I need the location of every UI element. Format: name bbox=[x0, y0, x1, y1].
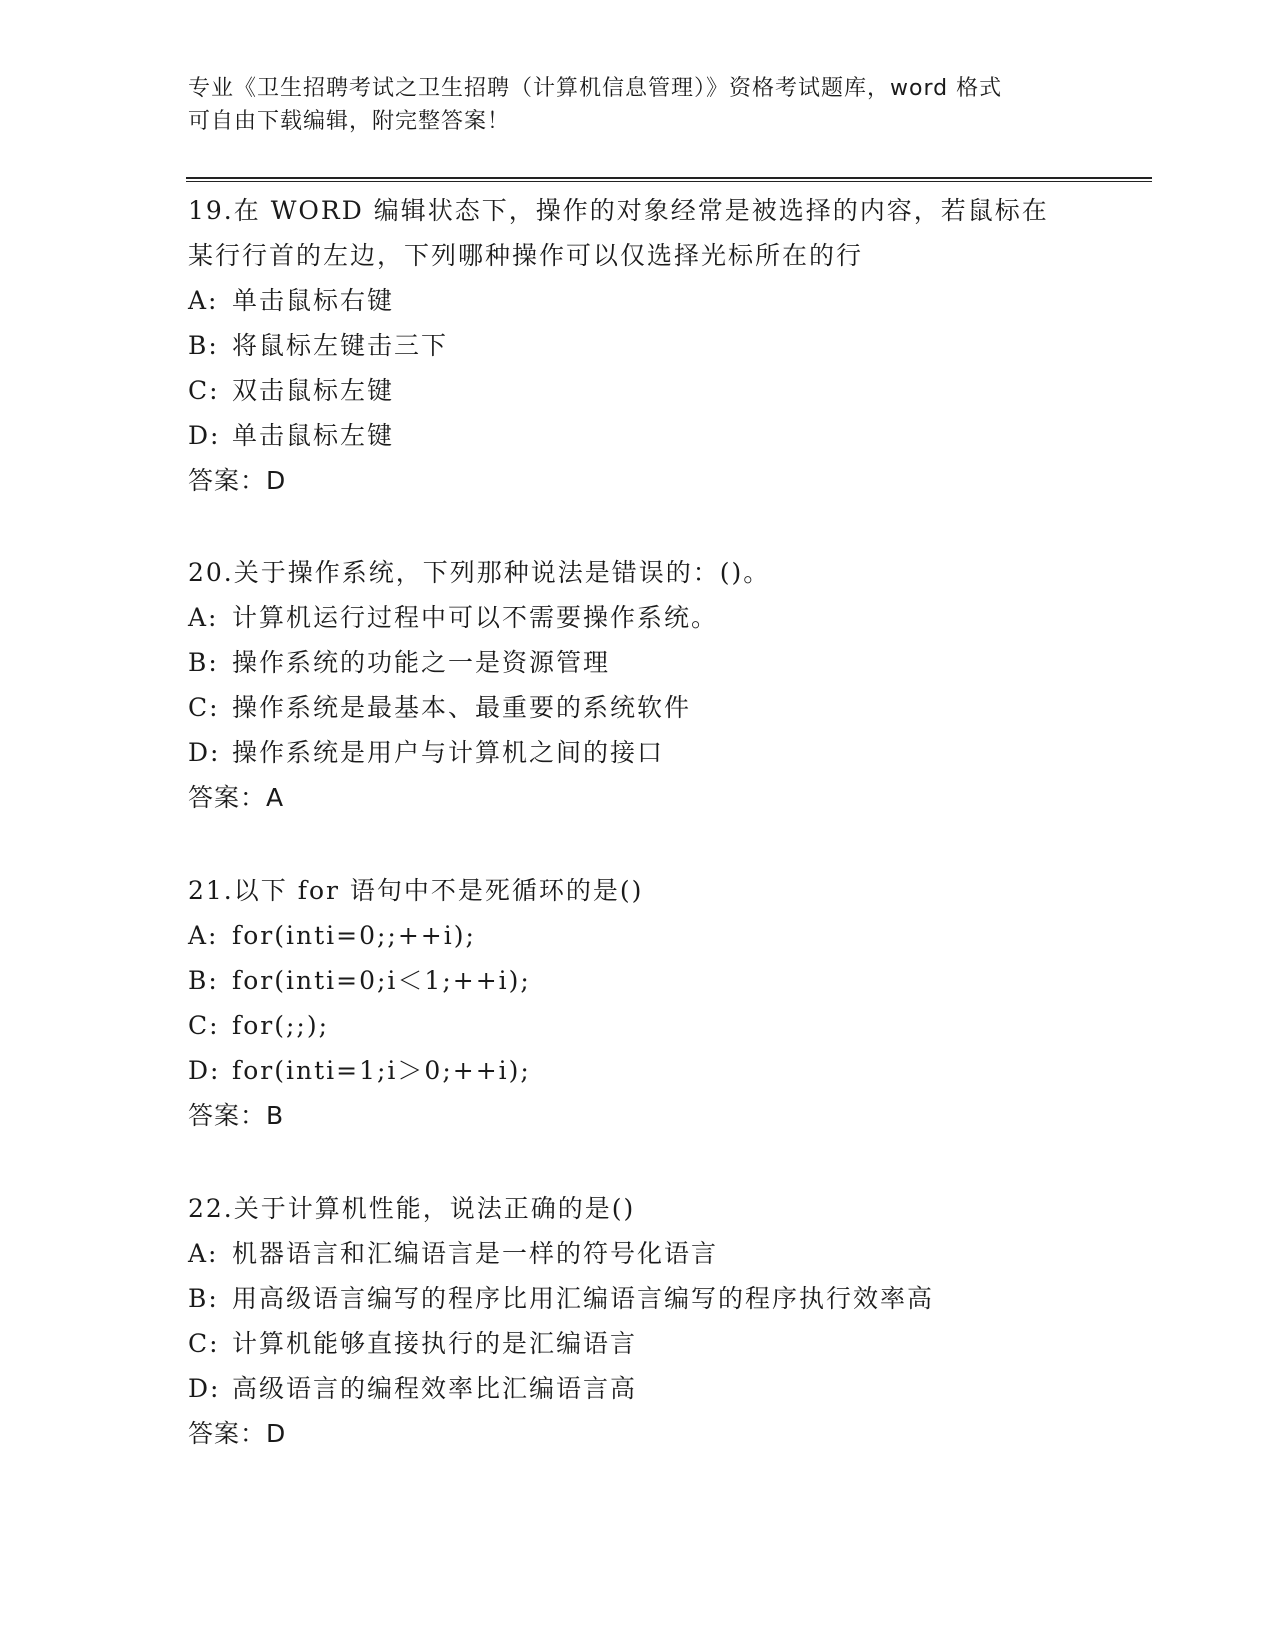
option-b bbox=[188, 640, 1088, 685]
option-text: 操作系统是用户与计算机之间的接口 bbox=[232, 738, 665, 767]
option-a bbox=[188, 278, 1088, 323]
question-stem: 21.以下 for 语句中不是死循环的是() bbox=[188, 876, 644, 905]
header-line-1: 专业《卫生招聘考试之卫生招聘（计算机信息管理）》资格考试题库，word 格式 bbox=[188, 76, 1003, 101]
question-stem: 20.关于操作系统，下列那种说法是错误的：()。 bbox=[188, 558, 771, 587]
option-c bbox=[188, 368, 1088, 413]
option-c bbox=[188, 1003, 1088, 1048]
option-d bbox=[188, 1366, 1088, 1411]
option-c bbox=[188, 1321, 1088, 1366]
question-22 bbox=[188, 1186, 1088, 1456]
option-key: A: bbox=[188, 603, 219, 632]
option-key: D: bbox=[188, 421, 221, 450]
option-text: for(inti=0;;++i); bbox=[232, 921, 476, 950]
option-d bbox=[188, 1048, 1088, 1093]
option-text: 计算机运行过程中可以不需要操作系统。 bbox=[232, 603, 719, 632]
option-key: D: bbox=[188, 1374, 221, 1403]
answer-label: 答案：A bbox=[188, 783, 285, 812]
option-text: 用高级语言编写的程序比用汇编语言编写的程序执行效率高 bbox=[232, 1284, 935, 1313]
option-a bbox=[188, 913, 1088, 958]
option-key: D: bbox=[188, 1056, 221, 1085]
option-key: A: bbox=[188, 286, 219, 315]
option-key: C: bbox=[188, 1011, 220, 1040]
option-b bbox=[188, 958, 1088, 1003]
option-c bbox=[188, 685, 1088, 730]
question-stem: 22.关于计算机性能，说法正确的是() bbox=[188, 1194, 636, 1223]
option-text: 计算机能够直接执行的是汇编语言 bbox=[232, 1329, 638, 1358]
option-key: B: bbox=[188, 966, 219, 995]
option-text: 单击鼠标左键 bbox=[232, 421, 395, 450]
option-b bbox=[188, 1276, 1088, 1321]
option-key: B: bbox=[188, 331, 219, 360]
question-stem: 某行行首的左边，下列哪种操作可以仅选择光标所在的行 bbox=[188, 241, 864, 270]
question-stem: 19.在 WORD 编辑状态下，操作的对象经常是被选择的内容，若鼠标在 bbox=[188, 196, 1049, 225]
option-key: A: bbox=[188, 1239, 219, 1268]
option-key: D: bbox=[188, 738, 221, 767]
question-20 bbox=[188, 550, 1088, 820]
option-text: 操作系统是最基本、最重要的系统软件 bbox=[232, 693, 692, 722]
option-text: for(inti=0;i＜1;++i); bbox=[232, 966, 531, 995]
option-d bbox=[188, 730, 1088, 775]
option-key: C: bbox=[188, 1329, 220, 1358]
option-text: 机器语言和汇编语言是一样的符号化语言 bbox=[232, 1239, 719, 1268]
option-d bbox=[188, 413, 1088, 458]
option-text: 将鼠标左键击三下 bbox=[232, 331, 449, 360]
option-key: B: bbox=[188, 1284, 219, 1313]
option-b bbox=[188, 323, 1088, 368]
option-key: C: bbox=[188, 376, 220, 405]
option-key: C: bbox=[188, 693, 220, 722]
header-line-2: 可自由下载编辑，附完整答案！ bbox=[188, 109, 511, 134]
option-key: B: bbox=[188, 648, 219, 677]
option-a bbox=[188, 1231, 1088, 1276]
option-text: for(inti=1;i＞0;++i); bbox=[232, 1056, 531, 1085]
document-header bbox=[188, 72, 1068, 138]
option-text: 双击鼠标左键 bbox=[232, 376, 395, 405]
answer-label: 答案：D bbox=[188, 466, 287, 495]
option-text: 操作系统的功能之一是资源管理 bbox=[232, 648, 611, 677]
answer-label: 答案：D bbox=[188, 1419, 287, 1448]
question-19 bbox=[188, 188, 1088, 503]
header-divider bbox=[186, 177, 1152, 182]
option-a bbox=[188, 595, 1088, 640]
option-text: 单击鼠标右键 bbox=[232, 286, 395, 315]
question-21 bbox=[188, 868, 1088, 1138]
option-key: A: bbox=[188, 921, 219, 950]
answer-label: 答案：B bbox=[188, 1101, 285, 1130]
option-text: 高级语言的编程效率比汇编语言高 bbox=[232, 1374, 638, 1403]
option-text: for(;;); bbox=[232, 1011, 330, 1040]
